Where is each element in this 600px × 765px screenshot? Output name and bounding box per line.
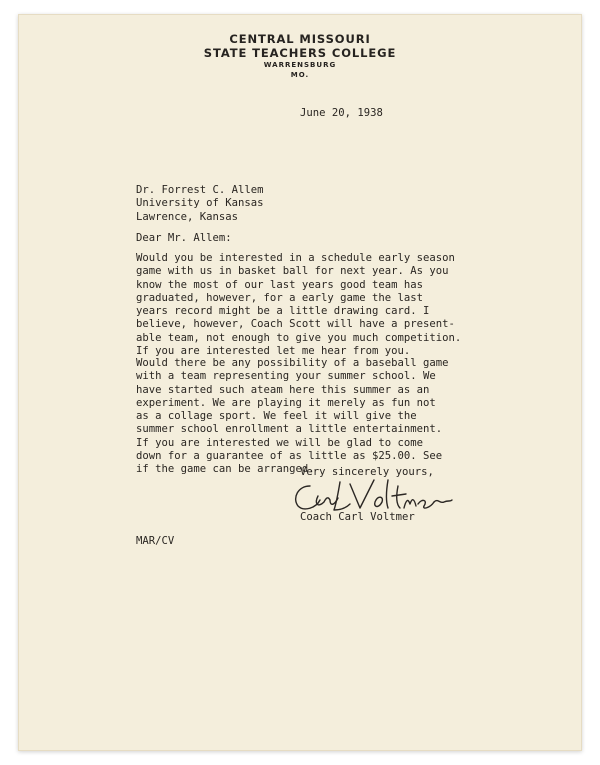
recipient-address: [136, 184, 264, 224]
letterhead: [0, 32, 600, 80]
letterhead-state: MO.: [290, 71, 310, 79]
letterhead-line2: STATE TEACHERS COLLEGE: [203, 46, 397, 60]
paragraph-1: Would you be interested in a schedule early season game with us in basket ball for next year. As you know the most of our last years good team has graduated, however, for a early game the last years record might be a little drawing card. I believe, however, Coach Scott will have a present- able team, not enough to give you much competition. If you are interested let me hear from you.: [136, 252, 462, 358]
recipient-line3: Lawrence, Kansas: [136, 210, 239, 223]
letterhead-line1: CENTRAL MISSOURI: [229, 32, 371, 46]
recipient-line1: Dr. Forrest C. Allem: [136, 184, 264, 196]
reference-initials: MAR/CV: [136, 535, 175, 547]
closing: Very sincerely yours,: [300, 466, 434, 478]
salutation: Dear Mr. Allem:: [136, 232, 232, 244]
paragraph-2: Would there be any possibility of a baseball game with a team representing your summer school. We have started such ateam here this summer as an experiment. We are playing it merely as fun not as a collage sport. We feel it will give the summer school enrollment a little entertainment. If you are interested we will be glad to come down for a guarantee of as little as $25.00. See if the game can be arranged.: [136, 357, 449, 476]
letter-date: June 20, 1938: [300, 107, 383, 119]
recipient-line2: University of Kansas: [136, 197, 264, 210]
typed-signature: Coach Carl Voltmer: [300, 511, 415, 523]
letterhead-city: WARRENSBURG: [263, 61, 337, 69]
